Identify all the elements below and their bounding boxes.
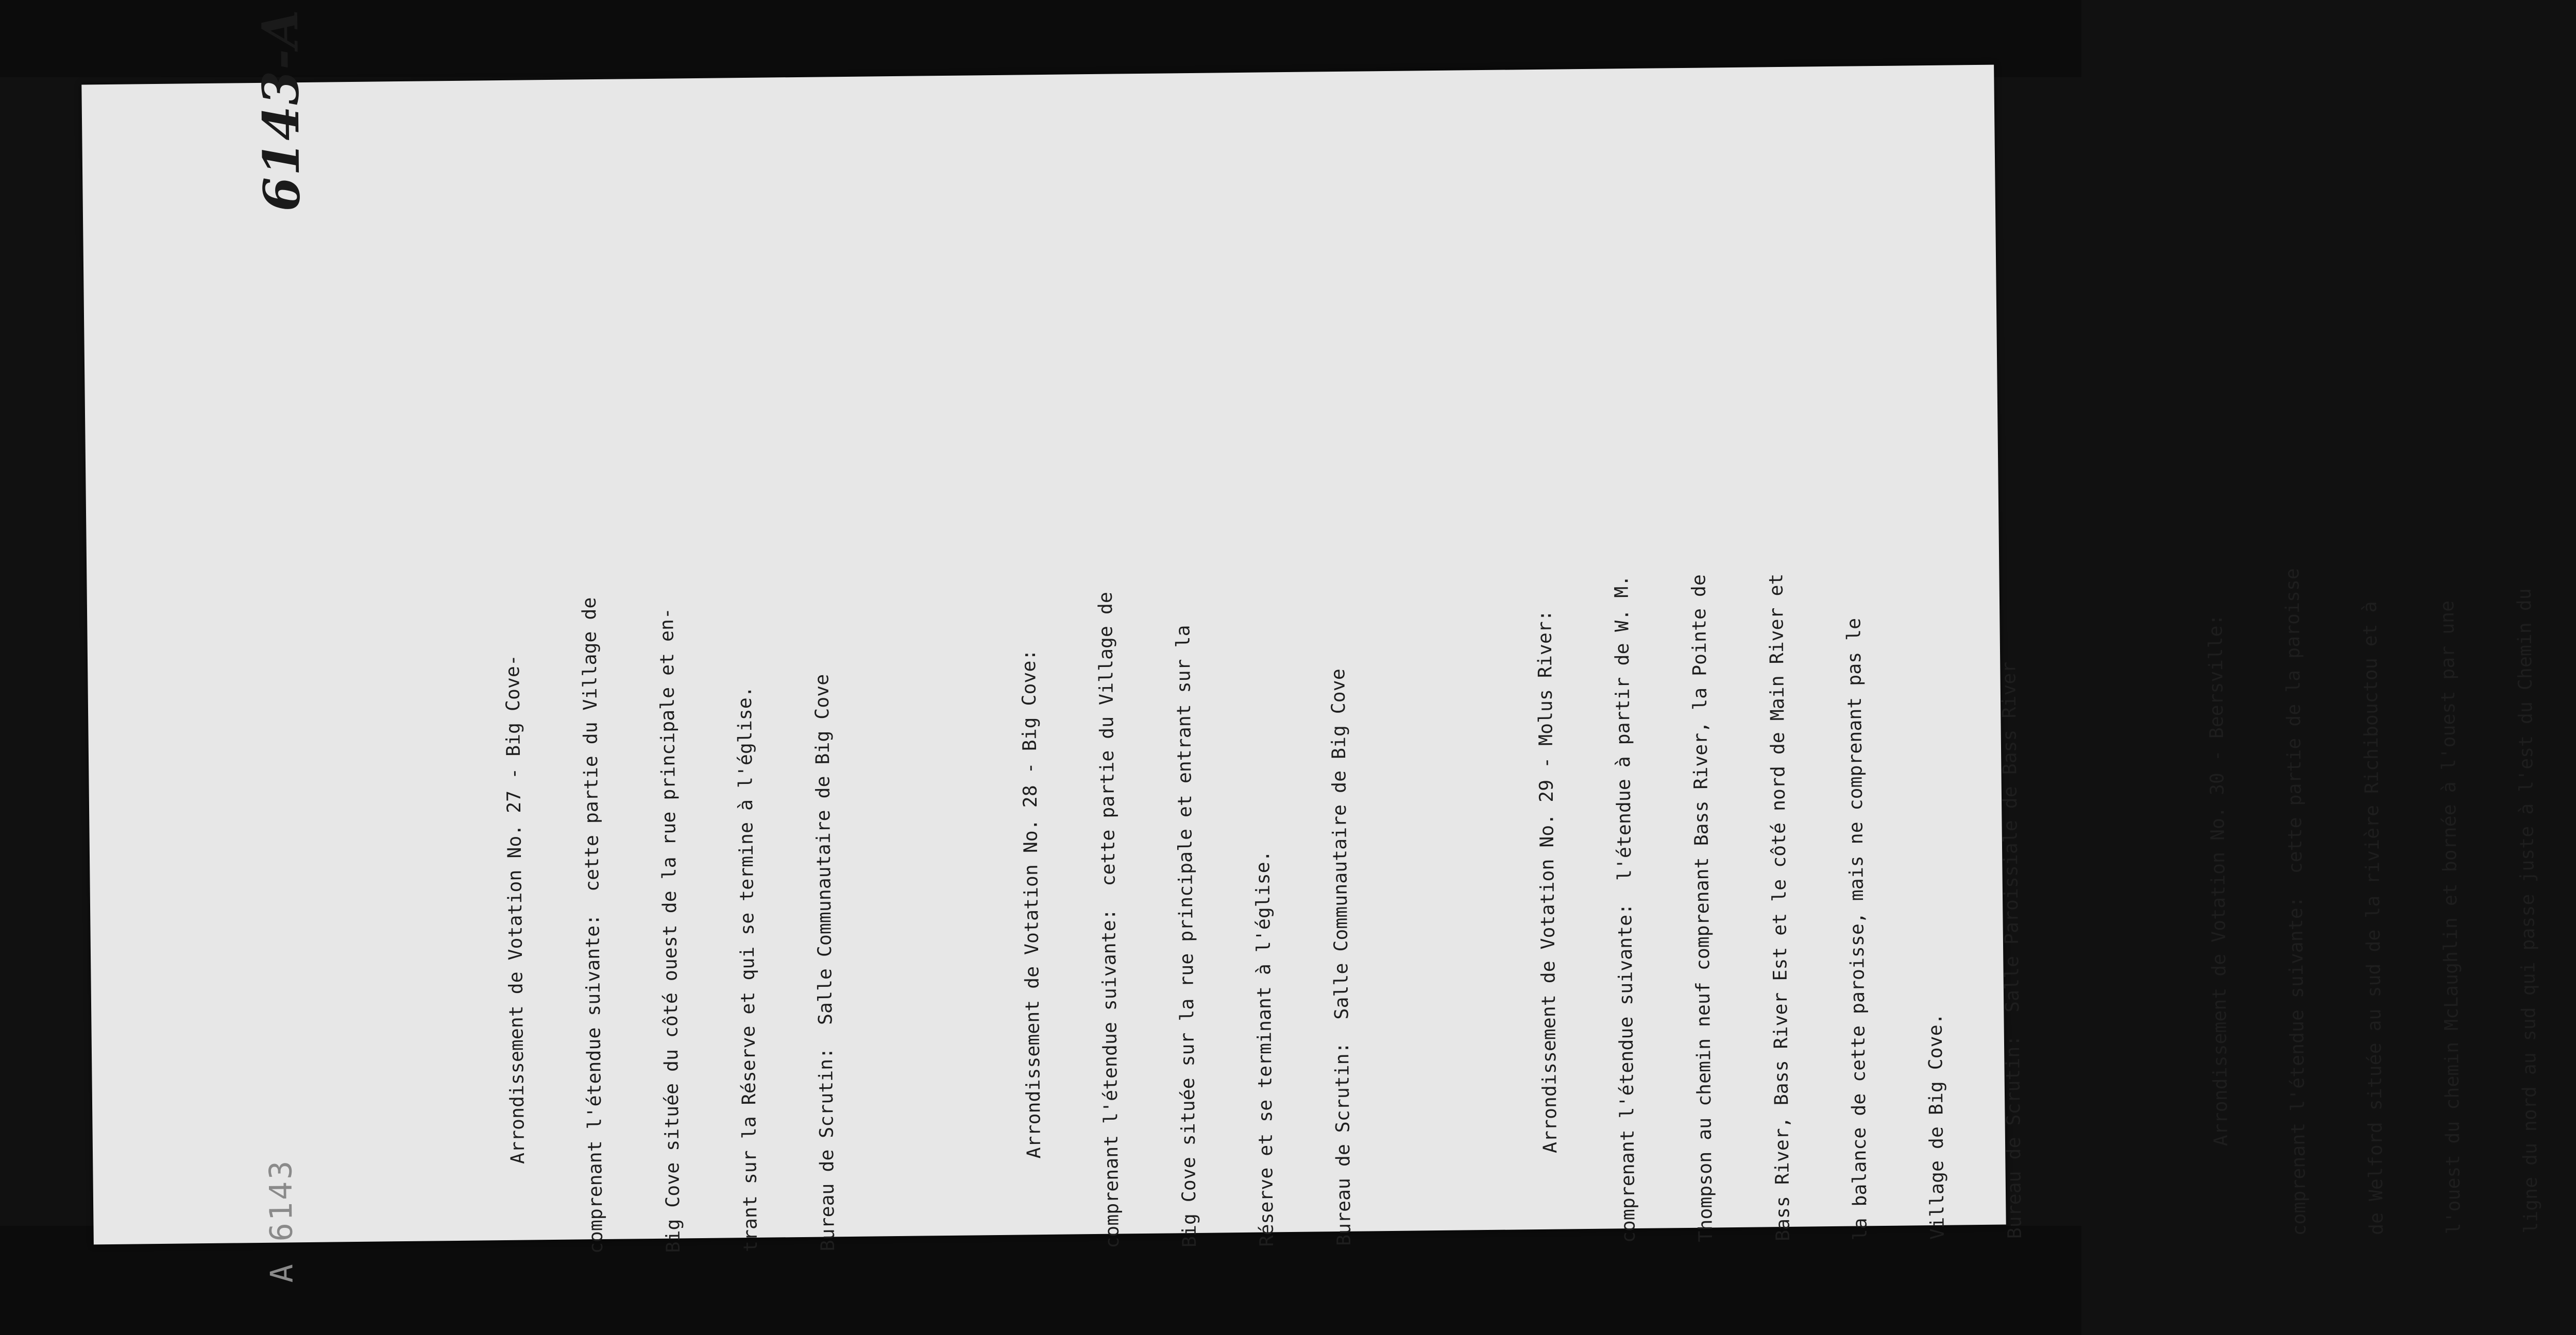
paragraph-district-30 — [2147, 220, 2576, 1237]
paragraph-line: comprenant l'étendue suivante: l'étendue à partir de W. M. — [1610, 575, 1640, 1243]
paragraph-line: Arrondissement de Votation No. 27 - Big Cove- — [501, 654, 530, 1255]
paragraph-line: Arrondissement de Votation No. 28 - Big Cove: — [1017, 649, 1046, 1250]
document-body — [393, 202, 2576, 1256]
paragraph-line: Big Cove située du côté ouest de la rue principale et en- — [655, 607, 685, 1253]
paragraph-line: Big Cove située sur la rue principale et entrant sur la — [1172, 625, 1201, 1248]
polling-station-line: Bureau de Scrutin: Salle Communautaire de Big Cove — [810, 674, 839, 1252]
side-stamp: A 6143 — [263, 1158, 300, 1283]
paragraph-line: comprenant l'étendue suivante: cette partie du Village de — [578, 597, 607, 1254]
paragraph-line: Thompson au chemin neuf comprenant Bass River, la Pointe de — [1687, 574, 1717, 1242]
paragraph-line: Réserve et se terminant à l'église. — [1251, 850, 1278, 1247]
paragraph-line: de Welford située au sud de la rivière Richibouctou et à — [2359, 601, 2387, 1236]
paragraph-line: comprenant l'étendue suivante: cette partie de la paroisse — [2281, 568, 2310, 1236]
paragraph-line: l'ouest du chemin McLaughlin et bornée à l'ouest par une — [2436, 600, 2465, 1235]
paragraph-line: comprenant l'étendue suivante: cette partie du Village de — [1094, 591, 1124, 1248]
paragraph-line: ligne du nord au sud qui passe juste à l'est du Chemin du — [2513, 588, 2542, 1234]
handwritten-page-number: 6143-A — [250, 8, 311, 212]
paragraph-line: Bass River, Bass River Est et le côté nord de Main River et — [1765, 573, 1794, 1242]
paragraph-district-27 — [444, 241, 892, 1255]
paragraph-line: Arrondissement de Votation No. 30 - Beersville: — [2204, 614, 2233, 1237]
paragraph-line: Village de Big Cove. — [1924, 1013, 1948, 1240]
polling-station-line: Bureau de Scrutin: Salle Communautaire de Big Cove — [1327, 669, 1355, 1246]
paragraph-line: trant sur la Réserve et qui se termine à l'église. — [733, 686, 762, 1253]
scan-border-top — [0, 0, 2081, 77]
paragraph-district-28 — [960, 236, 1409, 1250]
paragraph-line: la balance de cette paroisse, mais ne comprenant pas le — [1842, 618, 1871, 1241]
polling-station-line: Bureau de Scrutin: Salle Paroissiale de Bass River — [1997, 661, 2026, 1239]
paragraph-line: Arrondissement de Votation No. 29 - Molus River: — [1533, 610, 1563, 1244]
paragraph-district-29 — [1477, 229, 2079, 1244]
document-page — [81, 8, 2542, 1283]
